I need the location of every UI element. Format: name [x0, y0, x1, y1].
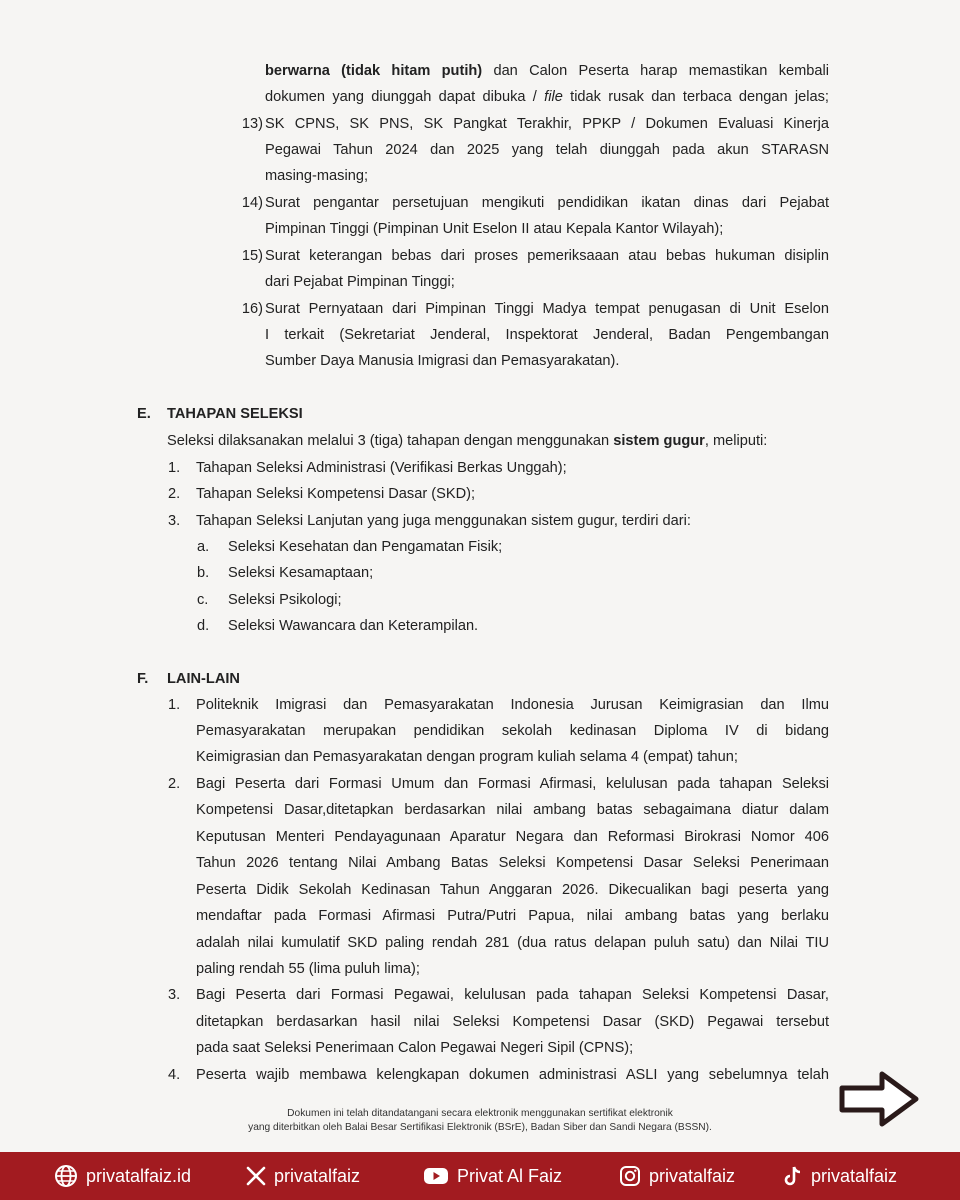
section-e-letter: E.: [137, 406, 151, 422]
intro-text: Seleksi dilaksanakan melalui 3 (tiga) tahapan dengan menggunakan: [167, 433, 614, 449]
list-item-line: Kompetensi Dasar,ditetapkan berdasarkan nilai ambang batas sebagaimana diatur dalam: [196, 802, 829, 818]
list-item-line: paling rendah 55 (lima puluh lima);: [196, 961, 420, 977]
list-item-line: Tahun 2026 tentang Nilai Ambang Batas Seleksi Kompetensi Dasar Seleksi Penerimaan: [196, 855, 829, 871]
list-item-line: pada saat Seleksi Penerimaan Calon Pegawai Negeri Sipil (CPNS);: [196, 1040, 634, 1056]
list-item-line: Pemasyarakatan merupakan pendidikan sekolah kedinasan Diploma IV di bidang: [196, 723, 829, 739]
list-item-line: I terkait (Sekretariat Jenderal, Inspektorat Jenderal, Badan Pengembangan: [265, 327, 829, 343]
continuation-line-2: [265, 87, 829, 107]
list-item-line: Surat keterangan bebas dari proses pemeriksaaan atau bebas hukuman disiplin: [265, 248, 829, 264]
list-number: 4.: [168, 1067, 181, 1083]
section-e-title: TAHAPAN SELEKSI: [167, 406, 303, 422]
website-text: privatalfaiz.id: [86, 1165, 192, 1186]
list-item-line: Peserta Didik Sekolah Kedinasan Tahun Anggaran 2026. Dikecualikan bagi peserta yang: [196, 882, 829, 898]
list-number: 13): [241, 116, 263, 132]
italic-word: file: [544, 89, 563, 105]
list-number: 16): [241, 301, 263, 317]
list-item-line: Politeknik Imigrasi dan Pemasyarakatan Indonesia Jurusan Keimigrasian dan Ilmu: [196, 697, 829, 713]
list-item-line: Bagi Peserta dari Formasi Pegawai, kelulusan pada tahapan Seleksi Kompetensi Dasar,: [196, 987, 829, 1003]
list-item: Tahapan Seleksi Lanjutan yang juga menggunakan sistem gugur, terdiri dari:: [196, 513, 691, 529]
social-footer-bar: [0, 1152, 960, 1200]
section-f-letter: F.: [137, 671, 149, 687]
sublist-letter: c.: [197, 592, 209, 608]
list-item: Tahapan Seleksi Administrasi (Verifikasi Berkas Unggah);: [196, 460, 567, 476]
list-number: 14): [241, 195, 263, 211]
line-text: tidak rusak dan terbaca dengan jelas;: [562, 89, 829, 105]
list-number: 15): [241, 248, 263, 264]
list-item-line: dari Pejabat Pimpinan Tinggi;: [265, 274, 455, 290]
youtube-link[interactable]: [423, 1152, 562, 1200]
sublist-item: Seleksi Kesehatan dan Pengamatan Fisik;: [228, 539, 503, 555]
tiktok-link[interactable]: [783, 1152, 897, 1200]
list-item-line: Pimpinan Tinggi (Pimpinan Unit Eselon II atau Kepala Kantor Wilayah);: [265, 221, 724, 237]
list-item-line: Peserta wajib membawa kelengkapan dokumen administrasi ASLI yang sebelumnya telah: [196, 1067, 829, 1083]
sublist-item: Seleksi Wawancara dan Keterampilan.: [228, 618, 479, 634]
list-item-line: Surat pengantar persetujuan mengikuti pendidikan ikatan dinas dari Pejabat: [265, 195, 829, 211]
list-item-line: Bagi Peserta dari Formasi Umum dan Formasi Afirmasi, kelulusan pada tahapan Seleksi: [196, 776, 829, 792]
list-item-line: Surat Pernyataan dari Pimpinan Tinggi Madya tempat penugasan di Unit Eselon: [265, 301, 829, 317]
line-text: dokumen yang diunggah dapat dibuka /: [265, 89, 545, 105]
x-link[interactable]: [246, 1152, 360, 1200]
x-handle-text: privatalfaiz: [274, 1165, 361, 1186]
sublist-letter: d.: [197, 618, 210, 634]
list-item-line: masing-masing;: [265, 168, 369, 184]
footnote-line-2: yang diterbitkan oleh Balai Besar Sertifikasi Elektronik (BSrE), Badan Siber dan Sandi Negara (BSSN).: [248, 1122, 712, 1133]
list-item: Tahapan Seleksi Kompetensi Dasar (SKD);: [196, 486, 476, 502]
list-item-line: ditetapkan berdasarkan hasil nilai Seleksi Kompetensi Dasar (SKD) Pegawai tersebut: [196, 1014, 829, 1030]
list-number: 2.: [168, 486, 181, 502]
line-text: dan Calon Peserta harap memastikan kembali: [482, 63, 829, 79]
list-item-line: Keimigrasian dan Pemasyarakatan dengan program kuliah selama 4 (empat) tahun;: [196, 749, 738, 765]
list-number: 3.: [168, 987, 181, 1003]
footnote-line-1: Dokumen ini telah ditandatangani secara elektronik menggunakan sertifikat elektronik: [287, 1108, 673, 1119]
globe-icon: [54, 1164, 78, 1188]
intro-bold: sistem gugur: [613, 433, 705, 449]
sublist-letter: b.: [197, 565, 210, 581]
website-link[interactable]: [54, 1152, 191, 1200]
x-logo-icon: [246, 1166, 266, 1186]
bold-phrase: berwarna (tidak hitam putih): [265, 63, 483, 79]
instagram-handle-text: privatalfaiz: [649, 1165, 736, 1186]
list-number: 3.: [168, 513, 181, 529]
continuation-line-1: [265, 61, 829, 81]
intro-text: , meliputi:: [704, 433, 768, 449]
list-item-line: Pegawai Tahun 2024 dan 2025 yang telah diunggah pada akun STARASN: [265, 142, 829, 158]
list-item-line: adalah nilai kumulatif SKD paling rendah 281 (dua ratus delapan puluh satu) dan Nilai TIU: [196, 935, 829, 951]
list-number: 1.: [168, 460, 181, 476]
sublist-item: Seleksi Psikologi;: [228, 592, 342, 608]
list-item-line: mendaftar pada Formasi Afirmasi Putra/Putri Papua, nilai ambang batas yang berlaku: [196, 908, 829, 924]
list-item-line: Keputusan Menteri Pendayagunaan Aparatur Negara dan Reformasi Birokrasi Nomor 406: [196, 829, 829, 845]
instagram-icon: [619, 1165, 641, 1187]
sublist-item: Seleksi Kesamaptaan;: [228, 565, 374, 581]
youtube-icon: [423, 1166, 449, 1186]
instagram-link[interactable]: [619, 1152, 735, 1200]
section-e-intro: [167, 431, 767, 451]
right-arrow-icon[interactable]: [838, 1068, 922, 1130]
section-f-title: LAIN-LAIN: [167, 671, 240, 687]
sublist-letter: a.: [197, 539, 210, 555]
youtube-channel-text: Privat Al Faiz: [457, 1165, 563, 1186]
tiktok-handle-text: privatalfaiz: [811, 1165, 898, 1186]
tiktok-icon: [783, 1165, 803, 1187]
list-number: 2.: [168, 776, 181, 792]
list-number: 1.: [168, 697, 181, 713]
list-item-line: Sumber Daya Manusia Imigrasi dan Pemasyarakatan).: [265, 353, 620, 369]
list-item-line: SK CPNS, SK PNS, SK Pangkat Terakhir, PPKP / Dokumen Evaluasi Kinerja: [265, 116, 829, 132]
